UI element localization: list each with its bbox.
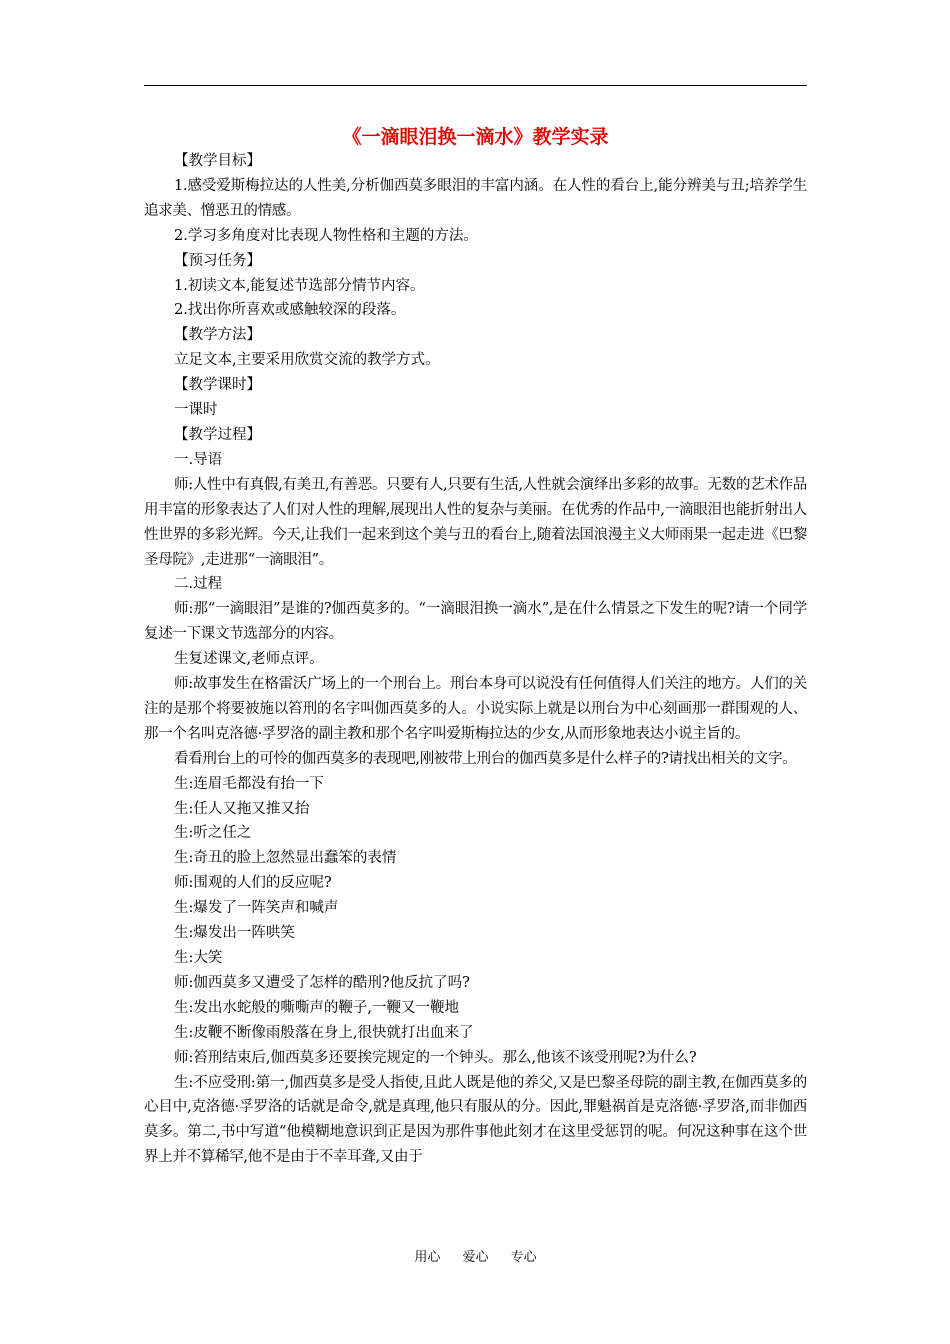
dialogue-line: 生:大笑 xyxy=(174,950,223,966)
section-heading-objectives: 【教学目标】 xyxy=(174,153,261,169)
paragraph: 师:人性中有真假,有美丑,有善恶。只要有人,只要有生活,人性就会演绎出多彩的故事。无数的艺术作品用丰富的形象表达了人们对人性的理解,展现出人性的复杂与美丽。在优秀的作品中,一滴眼泪也能折射出人性世界的多彩光辉。今天,让我们一起来到这个美与丑的看台上,随着法国浪漫主义大师雨果一起走进《巴黎圣母院》,走进那“一滴眼泪”。 xyxy=(144,476,807,568)
subheading-intro: 一.导语 xyxy=(174,451,223,468)
subheading-process: 二.过程 xyxy=(174,576,223,593)
paragraph: 1.感受爱斯梅拉达的人性美,分析伽西莫多眼泪的丰富内涵。在人性的看台上,能分辨美与丑;培养学生追求美、憎恶丑的情感。 xyxy=(144,177,807,219)
dialogue-line: 生:不应受刑:第一,伽西莫多是受人指使,且此人既是他的养父,又是巴黎圣母院的副主教,在伽西莫多的心目中,克洛德·孚罗洛的话就是命令,就是真理,他只有服从的分。因此,罪魁祸首是克洛德·孚罗洛,而非伽西莫多。第二,书中写道“他模糊地意识到正是因为那件事他此刻才在这里受惩罚的呢。何况这种事在这个世界上并不算稀罕,他不是由于不幸耳聋,又由于 xyxy=(144,1074,807,1166)
section-heading-method: 【教学方法】 xyxy=(174,327,261,344)
page-footer: 用心 爱心 专心 xyxy=(414,1250,537,1265)
dialogue-line: 师:笞刑结束后,伽西莫多还要挨完规定的一个钟头。那么,他该不该受刑呢?为什么? xyxy=(174,1049,697,1066)
paragraph: 师:故事发生在格雷沃广场上的一个刑台上。刑台本身可以说没有任何值得人们关注的地方。人们的关注的是那个将要被施以笞刑的名字叫伽西莫多的人。小说实际上就是以刑台为中心刻画那一群围观的人、那一个名叫克洛德·孚罗洛的副主教和那个名字叫爱斯梅拉达的少女,从而形象地表达小说主旨的。 xyxy=(144,676,807,742)
paragraph: 看看刑台上的可怜的伽西莫多的表现吧,刚被带上刑台的伽西莫多是什么样子的?请找出相关的文字。 xyxy=(174,750,797,767)
dialogue-line: 生:连眉毛都没有抬一下 xyxy=(174,775,324,792)
header-rule xyxy=(144,85,807,86)
section-heading-preview: 【预习任务】 xyxy=(174,252,261,269)
dialogue-line: 生:皮鞭不断像雨般落在身上,很快就打出血来了 xyxy=(174,1024,474,1041)
dialogue-line: 生:任人又拖又推又抬 xyxy=(174,800,310,817)
paragraph: 1.初读文本,能复述节选部分情节内容。 xyxy=(174,277,425,294)
dialogue-line: 生:听之任之 xyxy=(174,825,252,842)
document-body xyxy=(144,149,807,1170)
paragraph: 2.找出你所喜欢或感触较深的段落。 xyxy=(174,302,406,319)
dialogue-line: 师:围观的人们的反应呢? xyxy=(174,875,332,892)
document-title: 《一滴眼泪换一滴水》教学实录 xyxy=(342,126,609,148)
section-heading-hours: 【教学课时】 xyxy=(174,377,261,394)
dialogue-line: 生:奇丑的脸上忽然显出蠢笨的表情 xyxy=(174,850,397,867)
paragraph: 立足文本,主要采用欣赏交流的教学方式。 xyxy=(174,352,440,369)
paragraph: 师:那“一滴眼泪”是谁的?伽西莫多的。“一滴眼泪换一滴水”,是在什么情景之下发生的呢?请一个同学复述一下课文节选部分的内容。 xyxy=(144,601,807,643)
paragraph: 一课时 xyxy=(174,402,218,419)
dialogue-line: 生:爆发出一阵哄笑 xyxy=(174,925,295,942)
paragraph: 2.学习多角度对比表现人物性格和主题的方法。 xyxy=(174,227,478,244)
dialogue-line: 生:发出水蛇般的嘶嘶声的鞭子,一鞭又一鞭地 xyxy=(174,999,459,1016)
section-heading-process: 【教学过程】 xyxy=(174,426,261,443)
dialogue-line: 师:伽西莫多又遭受了怎样的酷刑?他反抗了吗? xyxy=(174,974,470,991)
paragraph: 生复述课文,老师点评。 xyxy=(174,651,324,668)
dialogue-line: 生:爆发了一阵笑声和喊声 xyxy=(174,900,339,917)
